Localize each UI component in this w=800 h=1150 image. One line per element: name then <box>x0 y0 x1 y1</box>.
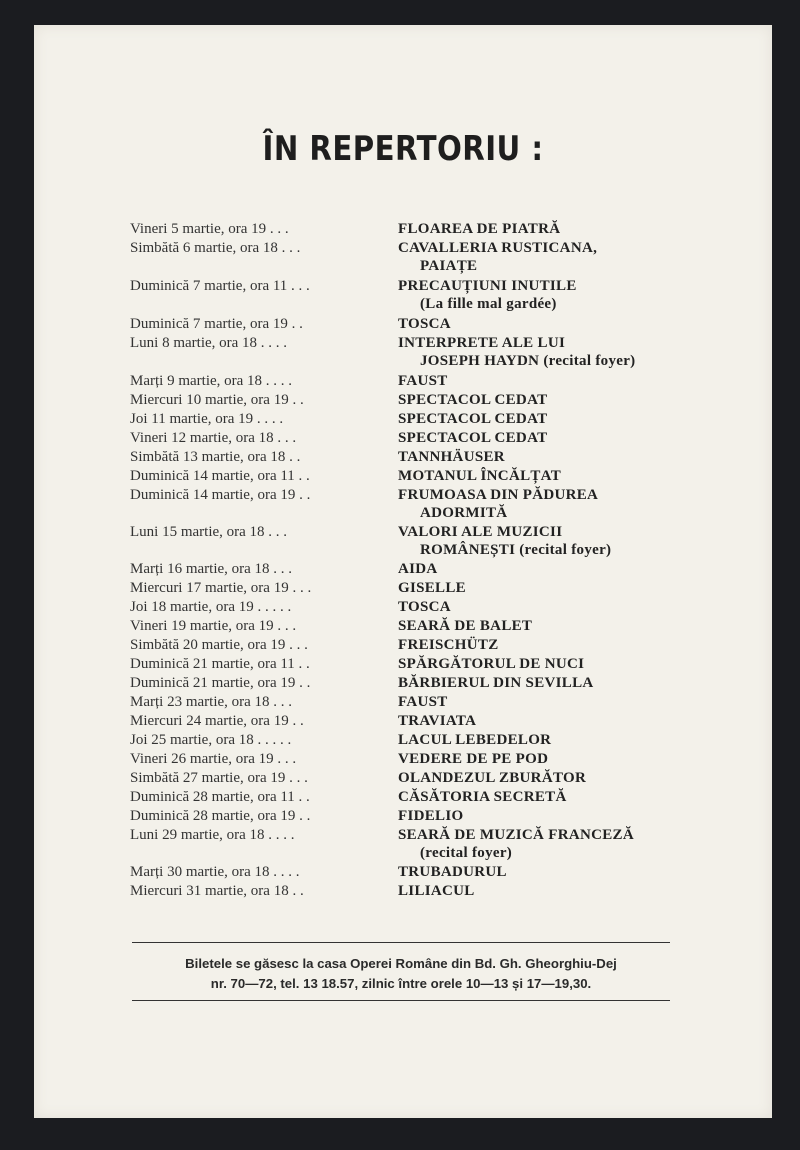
schedule-row <box>130 523 750 559</box>
performance-title: TRUBADURUL <box>398 864 507 880</box>
schedule-row <box>130 826 750 862</box>
performance-date: Miercuri 31 martie, ora 18 . . <box>130 883 304 899</box>
performance-title-block <box>398 769 750 787</box>
performance-title: LACUL LEBEDELOR <box>398 732 552 748</box>
performance-date: Miercuri 17 martie, ora 19 . . . <box>130 580 312 596</box>
performance-title: TANNHÄUSER <box>398 449 505 465</box>
performance-date: Duminică 28 martie, ora 11 . . <box>130 789 310 805</box>
performance-title-block <box>398 807 750 825</box>
schedule-row <box>130 467 750 486</box>
performance-title-block <box>398 467 750 485</box>
schedule-row <box>130 277 750 313</box>
performance-title: SEARĂ DE MUZICĂ FRANCEZĂ <box>398 827 634 843</box>
performance-title: VALORI ALE MUZICII <box>398 524 563 540</box>
performance-date: Vineri 19 martie, ora 19 . . . <box>130 618 297 634</box>
performance-date: Marți 30 martie, ora 18 . . . . <box>130 864 300 880</box>
performance-title: VEDERE DE PE POD <box>398 751 549 767</box>
schedule-row <box>130 391 750 410</box>
performance-title-block <box>398 448 750 466</box>
performance-title: SPĂRGĂTORUL DE NUCI <box>398 656 585 672</box>
performance-title: FAUST <box>398 694 448 710</box>
performance-title-block <box>398 372 750 390</box>
performance-subtitle: ADORMITĂ <box>420 505 508 521</box>
performance-date: Marți 23 martie, ora 18 . . . <box>130 694 293 710</box>
performance-title: SPECTACOL CEDAT <box>398 392 548 408</box>
performance-date: Joi 11 martie, ora 19 . . . . <box>130 411 284 427</box>
performance-title-block <box>398 750 750 768</box>
performance-title-block <box>398 523 750 559</box>
schedule-row <box>130 655 750 674</box>
schedule-row <box>130 882 750 901</box>
performance-title-block <box>398 788 750 806</box>
schedule-row <box>130 372 750 391</box>
schedule-row <box>130 410 750 429</box>
performance-title-block <box>398 429 750 447</box>
performance-title-block <box>398 486 750 522</box>
page-title: ÎN REPERTORIU : <box>262 129 544 169</box>
performance-title-block <box>398 277 750 313</box>
footer-rule-top <box>132 942 670 943</box>
performance-date: Duminică 14 martie, ora 19 . . <box>130 487 311 503</box>
performance-title: SPECTACOL CEDAT <box>398 411 548 427</box>
performance-title-block <box>398 560 750 578</box>
performance-subtitle: ROMÂNEȘTI (recital foyer) <box>420 542 612 558</box>
performance-subtitle: JOSEPH HAYDN (recital foyer) <box>420 353 636 369</box>
performance-date: Duminică 14 martie, ora 11 . . <box>130 468 310 484</box>
performance-title: FAUST <box>398 373 448 389</box>
performance-subtitle: PAIAȚE <box>420 258 478 274</box>
schedule-row <box>130 863 750 882</box>
performance-title-block <box>398 334 750 370</box>
performance-date: Joi 18 martie, ora 19 . . . . . <box>130 599 292 615</box>
performance-date: Simbătă 27 martie, ora 19 . . . <box>130 770 308 786</box>
performance-title-block <box>398 693 750 711</box>
performance-date: Luni 29 martie, ora 18 . . . . <box>130 827 295 843</box>
performance-title-block <box>398 579 750 597</box>
performance-title: TRAVIATA <box>398 713 477 729</box>
performance-title-block <box>398 239 750 275</box>
performance-date: Luni 15 martie, ora 18 . . . <box>130 524 288 540</box>
schedule-row <box>130 769 750 788</box>
performance-title-block <box>398 598 750 616</box>
performance-title-block <box>398 826 750 862</box>
performance-date: Duminică 7 martie, ora 19 . . <box>130 316 303 332</box>
schedule-row <box>130 750 750 769</box>
schedule-row <box>130 220 750 239</box>
schedule-row <box>130 693 750 712</box>
performance-title: SEARĂ DE BALET <box>398 618 533 634</box>
performance-title: FLOAREA DE PIATRĂ <box>398 221 561 237</box>
performance-title: FREISCHÜTZ <box>398 637 499 653</box>
performance-date: Miercuri 24 martie, ora 19 . . <box>130 713 304 729</box>
schedule-row <box>130 636 750 655</box>
performance-title: MOTANUL ÎNCĂLȚAT <box>398 468 562 484</box>
performance-title: CĂSĂTORIA SECRETĂ <box>398 789 567 805</box>
schedule-row <box>130 315 750 334</box>
performance-title-block <box>398 315 750 333</box>
schedule-row <box>130 448 750 467</box>
schedule-row <box>130 560 750 579</box>
performance-date: Simbătă 6 martie, ora 18 . . . <box>130 240 301 256</box>
performance-date: Joi 25 martie, ora 18 . . . . . <box>130 732 292 748</box>
performance-title: AIDA <box>398 561 438 577</box>
schedule-row <box>130 239 750 275</box>
performance-date: Marți 16 martie, ora 18 . . . <box>130 561 293 577</box>
performance-date: Simbătă 20 martie, ora 19 . . . <box>130 637 308 653</box>
performance-title-block <box>398 863 750 881</box>
performance-date: Vineri 26 martie, ora 19 . . . <box>130 751 297 767</box>
performance-date: Vineri 12 martie, ora 18 . . . <box>130 430 297 446</box>
performance-title-block <box>398 391 750 409</box>
footer-line-2: nr. 70—72, tel. 13 18.57, zilnic între orele 10—13 și 17—19,30. <box>210 976 592 991</box>
performance-subtitle: (recital foyer) <box>420 845 513 861</box>
schedule-row <box>130 579 750 598</box>
performance-title-block <box>398 410 750 428</box>
schedule-row <box>130 429 750 448</box>
schedule-row <box>130 731 750 750</box>
performance-title: INTERPRETE ALE LUI <box>398 335 566 351</box>
performance-date: Duminică 28 martie, ora 19 . . <box>130 808 311 824</box>
performance-subtitle: (La fille mal gardée) <box>420 296 557 312</box>
schedule-row <box>130 486 750 522</box>
performance-date: Duminică 21 martie, ora 11 . . <box>130 656 310 672</box>
performance-title: LILIACUL <box>398 883 475 899</box>
performance-title: OLANDEZUL ZBURĂTOR <box>398 770 587 786</box>
performance-title: BĂRBIERUL DIN SEVILLA <box>398 675 594 691</box>
performance-title-block <box>398 712 750 730</box>
schedule-row <box>130 598 750 617</box>
performance-date: Duminică 21 martie, ora 19 . . <box>130 675 311 691</box>
performance-title: PRECAUȚIUNI INUTILE <box>398 278 577 294</box>
footer-line-1: Biletele se găsesc la casa Operei Române din Bd. Gh. Gheorghiu-Dej <box>185 956 617 971</box>
schedule-row <box>130 674 750 693</box>
performance-title: TOSCA <box>398 316 451 332</box>
performance-title: FRUMOASA DIN PĂDUREA <box>398 487 599 503</box>
performance-title-block <box>398 882 750 900</box>
performance-title-block <box>398 655 750 673</box>
program-sheet <box>34 25 772 1118</box>
performance-title: CAVALLERIA RUSTICANA, <box>398 240 598 256</box>
performance-title-block <box>398 731 750 749</box>
schedule-row <box>130 712 750 731</box>
schedule-row <box>130 788 750 807</box>
schedule-row <box>130 617 750 636</box>
performance-title: TOSCA <box>398 599 451 615</box>
performance-date: Duminică 7 martie, ora 11 . . . <box>130 278 310 294</box>
performance-date: Simbătă 13 martie, ora 18 . . <box>130 449 301 465</box>
footer-rule-bottom <box>132 1000 670 1001</box>
performance-date: Miercuri 10 martie, ora 19 . . <box>130 392 304 408</box>
performance-title-block <box>398 220 750 238</box>
performance-date: Vineri 5 martie, ora 19 . . . <box>130 221 289 237</box>
schedule-row <box>130 807 750 826</box>
performance-title: SPECTACOL CEDAT <box>398 430 548 446</box>
performance-title-block <box>398 636 750 654</box>
performance-title: GISELLE <box>398 580 466 596</box>
performance-title-block <box>398 674 750 692</box>
performance-title-block <box>398 617 750 635</box>
schedule-row <box>130 334 750 370</box>
performance-date: Marți 9 martie, ora 18 . . . . <box>130 373 293 389</box>
performance-date: Luni 8 martie, ora 18 . . . . <box>130 335 288 351</box>
performance-title: FIDELIO <box>398 808 464 824</box>
